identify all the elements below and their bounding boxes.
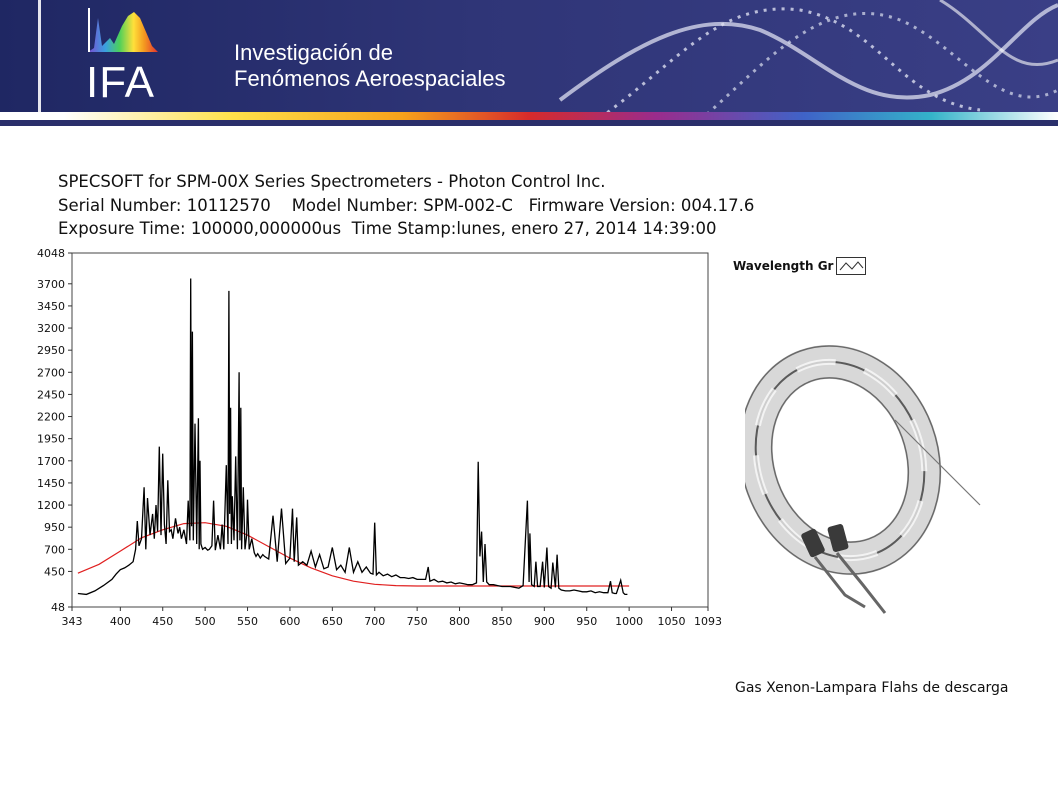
x-tick-label: 343 xyxy=(61,615,83,628)
x-tick-label: 700 xyxy=(364,615,386,628)
y-tick-label: 3200 xyxy=(37,322,65,336)
y-tick-label: 2700 xyxy=(37,366,65,380)
x-tick-label: 1093 xyxy=(694,615,722,628)
y-tick-label: 700 xyxy=(44,543,65,557)
x-tick-label: 950 xyxy=(576,615,598,628)
header-title: SPECSOFT for SPM-00X Series Spectrometers - Photon Control Inc. xyxy=(58,172,606,191)
y-tick-label: 1700 xyxy=(37,454,65,468)
y-tick-label: 4048 xyxy=(37,247,65,260)
y-tick-label: 3450 xyxy=(37,299,65,313)
x-tick-label: 650 xyxy=(321,615,343,628)
logo-text: IFA xyxy=(86,58,156,107)
org-name-line1: Investigación de xyxy=(234,40,393,65)
y-tick-label: 48 xyxy=(51,601,65,614)
y-tick-label: 2950 xyxy=(37,344,65,358)
image-caption: Gas Xenon-Lampara Flahs de descarga xyxy=(735,680,1009,696)
spectrum-chart xyxy=(0,240,730,640)
x-tick-label: 550 xyxy=(237,615,259,628)
y-tick-label: 450 xyxy=(44,565,65,579)
header-serial: Serial Number: 10112570 Model Number: SPM-002-C Firmware Version: 004.17.6 xyxy=(58,196,755,215)
banner-bottom-bar xyxy=(0,120,1058,126)
x-tick-label: 750 xyxy=(406,615,428,628)
x-tick-label: 900 xyxy=(533,615,555,628)
banner-divider xyxy=(38,0,41,126)
legend-label: Wavelength Gr xyxy=(733,259,834,273)
x-tick-label: 1050 xyxy=(657,615,686,628)
y-tick-label: 3700 xyxy=(37,277,65,291)
spectrum-logo-icon xyxy=(88,8,160,54)
x-tick-label: 850 xyxy=(491,615,513,628)
plot-area xyxy=(72,253,708,607)
x-tick-label: 450 xyxy=(152,615,174,628)
banner-rainbow-stripe xyxy=(0,112,1058,120)
org-name-line2: Fenómenos Aeroespaciales xyxy=(234,66,506,91)
y-tick-label: 2450 xyxy=(37,388,65,402)
y-tick-label: 1450 xyxy=(37,476,65,490)
xenon-flash-lamp-image xyxy=(745,345,1005,620)
y-tick-label: 2200 xyxy=(37,410,65,424)
y-tick-label: 1950 xyxy=(37,432,65,446)
x-tick-label: 500 xyxy=(194,615,216,628)
x-tick-label: 1000 xyxy=(615,615,644,628)
legend-swatch-icon[interactable] xyxy=(836,257,866,275)
x-tick-label: 800 xyxy=(449,615,471,628)
y-tick-label: 1200 xyxy=(37,499,65,513)
x-tick-label: 600 xyxy=(279,615,301,628)
banner xyxy=(0,0,1058,126)
y-axis xyxy=(37,247,72,614)
header-exposure: Exposure Time: 100000,000000us Time Stamp:lunes, enero 27, 2014 14:39:00 xyxy=(58,219,717,238)
y-tick-label: 950 xyxy=(44,521,65,535)
x-tick-label: 400 xyxy=(109,615,131,628)
x-axis xyxy=(62,607,723,628)
